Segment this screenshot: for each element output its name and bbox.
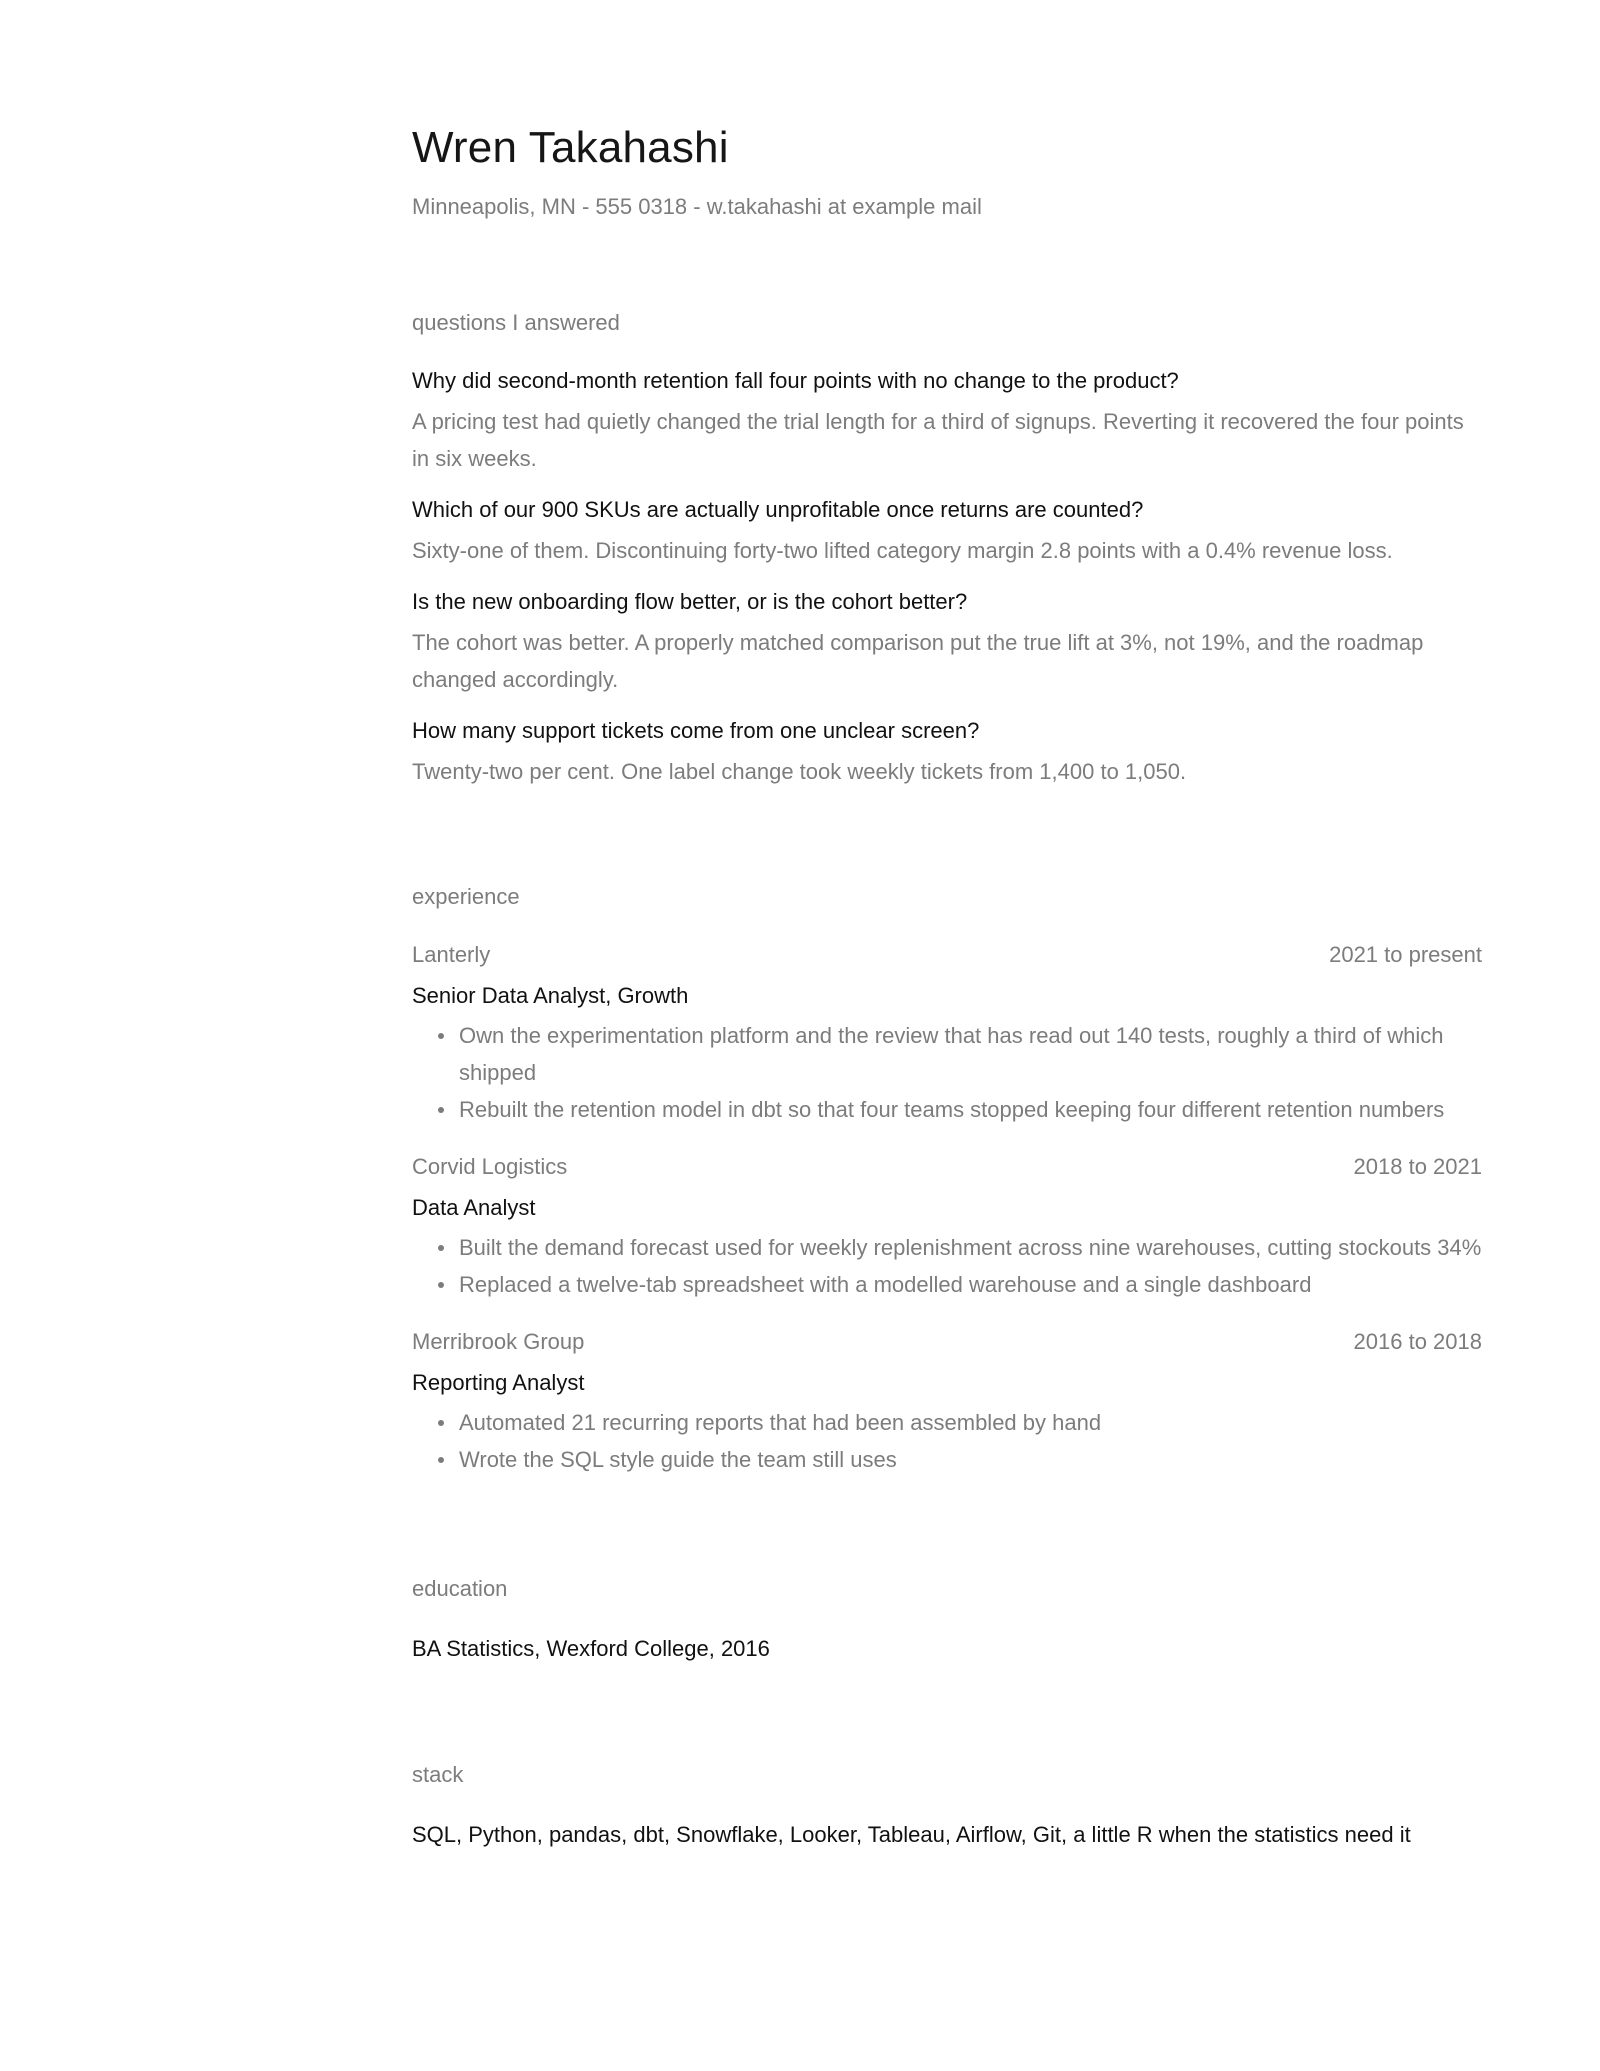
section-label-questions: questions I answered	[412, 310, 620, 335]
bullet-dot-icon	[438, 1033, 444, 1039]
resume-page	[412, 120, 1482, 1850]
job-bullets	[412, 1017, 1482, 1128]
experience-section	[412, 882, 1482, 1478]
bullet-dot-icon	[438, 1420, 444, 1426]
bullet-item	[412, 1441, 1482, 1478]
section-label-education: education	[412, 1576, 508, 1601]
bullet-item	[412, 1017, 1482, 1091]
answer-text: The cohort was better. A properly matched comparison put the true lift at 3%, not 19%, and the roadmap changed accordingly.	[412, 630, 1424, 692]
bullet-item	[412, 1229, 1482, 1266]
qa-item	[412, 587, 1482, 698]
bullet-item	[412, 1091, 1482, 1128]
job-title: Senior Data Analyst, Growth	[412, 983, 689, 1008]
bullet-dot-icon	[438, 1245, 444, 1251]
job-bullets	[412, 1229, 1482, 1303]
qa-item	[412, 716, 1482, 790]
company-name: Merribrook Group	[412, 1329, 585, 1354]
question-text: Why did second-month retention fall four points with no change to the product?	[412, 368, 1179, 393]
bullet-text: Automated 21 recurring reports that had been assembled by hand	[459, 1410, 1102, 1435]
job-dates: 2016 to 2018	[1353, 1329, 1482, 1354]
question-text: Which of our 900 SKUs are actually unprofitable once returns are counted?	[412, 497, 1144, 522]
bullet-dot-icon	[438, 1457, 444, 1463]
stack-list: SQL, Python, pandas, dbt, Snowflake, Looker, Tableau, Airflow, Git, a little R when the statistics need it	[412, 1822, 1411, 1847]
bullet-text: Own the experimentation platform and the review that has read out 140 tests, roughly a third of which shipped	[459, 1023, 1444, 1085]
section-label-experience: experience	[412, 884, 520, 909]
company-name: Corvid Logistics	[412, 1154, 568, 1179]
questions-section	[412, 308, 1482, 790]
job-bullets	[412, 1404, 1482, 1478]
job-list	[412, 940, 1482, 1478]
job-title: Reporting Analyst	[412, 1370, 585, 1395]
job-dates: 2018 to 2021	[1353, 1154, 1482, 1179]
question-text: Is the new onboarding flow better, or is the cohort better?	[412, 589, 968, 614]
job-header	[412, 1327, 1482, 1357]
company-name: Lanterly	[412, 942, 491, 967]
job-title: Data Analyst	[412, 1195, 536, 1220]
qa-item	[412, 366, 1482, 477]
bullet-item	[412, 1266, 1482, 1303]
bullet-text: Wrote the SQL style guide the team still uses	[459, 1447, 897, 1472]
answer-text: A pricing test had quietly changed the trial length for a third of signups. Reverting it recovered the four points in six weeks.	[412, 409, 1464, 471]
section-label-stack: stack	[412, 1762, 464, 1787]
candidate-name: Wren Takahashi	[412, 123, 729, 172]
question-text: How many support tickets come from one unclear screen?	[412, 718, 980, 743]
bullet-dot-icon	[438, 1282, 444, 1288]
job-entry	[412, 1327, 1482, 1478]
qa-list	[412, 366, 1482, 790]
education-entry: BA Statistics, Wexford College, 2016	[412, 1636, 770, 1661]
job-header	[412, 1152, 1482, 1182]
contact-line: Minneapolis, MN - 555 0318 - w.takahashi at example mail	[412, 194, 982, 219]
bullet-text: Built the demand forecast used for weekly replenishment across nine warehouses, cutting stockouts 34%	[459, 1235, 1482, 1260]
stack-section	[412, 1760, 1482, 1850]
bullet-item	[412, 1404, 1482, 1441]
answer-text: Twenty-two per cent. One label change took weekly tickets from 1,400 to 1,050.	[412, 759, 1187, 784]
education-section	[412, 1574, 1482, 1664]
bullet-text: Rebuilt the retention model in dbt so that four teams stopped keeping four different retention numbers	[459, 1097, 1445, 1122]
job-dates: 2021 to present	[1329, 942, 1482, 967]
job-entry	[412, 1152, 1482, 1303]
bullet-dot-icon	[438, 1107, 444, 1113]
qa-item	[412, 495, 1482, 569]
job-entry	[412, 940, 1482, 1128]
job-header	[412, 940, 1482, 970]
bullet-text: Replaced a twelve-tab spreadsheet with a modelled warehouse and a single dashboard	[459, 1272, 1312, 1297]
answer-text: Sixty-one of them. Discontinuing forty-two lifted category margin 2.8 points with a 0.4% revenue loss.	[412, 538, 1393, 563]
